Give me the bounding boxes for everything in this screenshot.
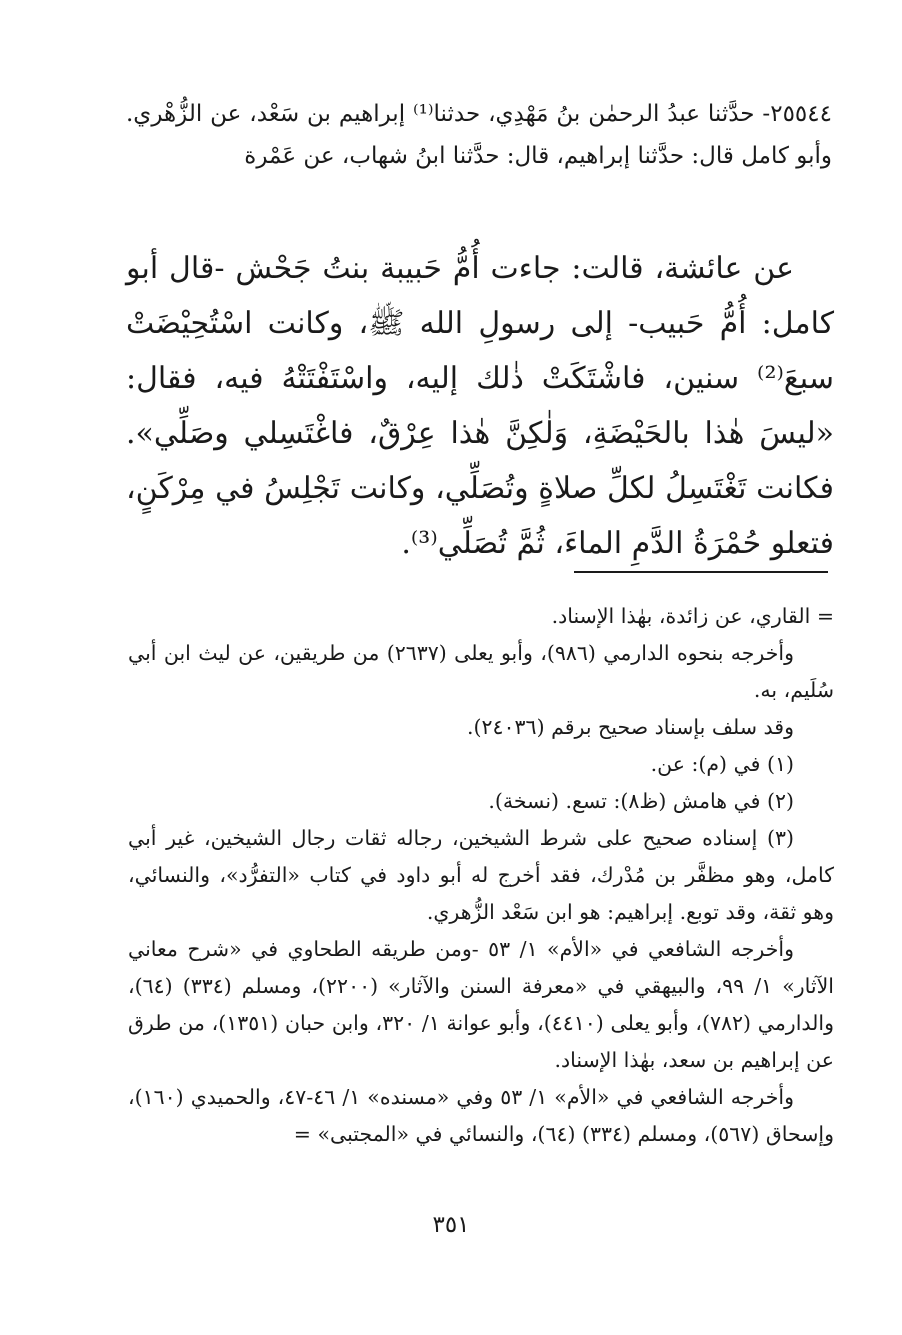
footnote-1: (١) في (م): عن. <box>650 752 794 776</box>
hadith-isnad <box>126 94 832 177</box>
footnote-takhrij-3: وأخرجه الشافعي في «الأم» ١/ ٥٣ وفي «مسنده» ١/ ٤٦-٤٧، والحميدي (١٦٠)، وإسحاق (٥٦٧)، ومسلم (٣٣٤) (٦٤)، والنسائي في «المجتبى» = <box>128 1085 834 1146</box>
footnote-3: (٣) إسناده صحيح على شرط الشيخين، رجاله ثقات رجال الشيخين، غير أبي كامل، وهو مظفَّر بن مُدْرك، فقد أخرج له أبو داود في كتاب «التفرُّد»، والنسائي، وهو ثقة، وقد توبع. إبراهيم: هو ابن سَعْد الزُّهري. <box>128 826 834 924</box>
footnotes <box>128 598 834 1153</box>
matn-text: عن عائشة، قالت: جاءت أُمُّ حَبيبة بنتُ جَحْش -قال أبو كامل: أُمُّ حَبيب- إلى رسولِ الله ﷺ، وكانت اسْتُحِيْضَتْ سبعَ⁽²⁾ سنين، فاشْتَكَتْ ذٰلك إليه، واسْتَفْتَتْهُ فيه، فقال: «ليسَ هٰذا بالحَيْضَةِ، وَلٰكِنَّ هٰذا عِرْقٌ، فاغْتَسِلي وصَلِّي». فكانت تَغْتَسِلُ لكلِّ صلاةٍ وتُصَلِّي، وكانت تَجْلِسُ في مِرْكَنٍ، فتعلو حُمْرَةُ الدَّمِ الماءَ، ثُمَّ تُصَلِّي⁽³⁾. <box>126 251 834 561</box>
footnote-takhrij-2: وأخرجه الشافعي في «الأم» ١/ ٥٣ -ومن طريقه الطحاوي في «شرح معاني الآثار» ١/ ٩٩، والبيهقي في «معرفة السنن والآثار» (٢٢٠٠)، ومسلم (٣٣٤) (٦٤)، والدارمي (٧٨٢)، وأبو يعلى (٤٤١٠)، وأبو عوانة ١/ ٣٢٠، وابن حبان (١٣٥١)، من طرق عن إبراهيم بن سعد، بهٰذا الإسناد. <box>128 937 835 1072</box>
hadith-matn <box>126 241 834 571</box>
footnote-2: (٢) في هامش (ظ٨): تسع. (نسخة). <box>488 789 794 813</box>
isnad-text: ٢٥٥٤٤- حدَّثنا عبدُ الرحمٰن بنُ مَهْدِي، حدثنا⁽¹⁾ إبراهيم بن سَعْد، عن الزُّهْري. وأبو كامل قال: حدَّثنا إبراهيم، قال: حدَّثنا ابنُ شهاب، عن عَمْرة <box>126 101 832 169</box>
page-number: ٣٥١ <box>432 1212 470 1238</box>
footnote-separator <box>574 571 828 573</box>
footnote-takhrij-1: وأخرجه بنحوه الدارمي (٩٨٦)، وأبو يعلى (٢٦٣٧) من طريقين، عن ليث ابن أبي سُلَيم، به. <box>128 641 834 702</box>
footnote-salaf: وقد سلف بإسناد صحيح برقم (٢٤٠٣٦). <box>466 715 794 739</box>
footnote-continuation: = القاري، عن زائدة، بهٰذا الإسناد. <box>551 604 834 628</box>
